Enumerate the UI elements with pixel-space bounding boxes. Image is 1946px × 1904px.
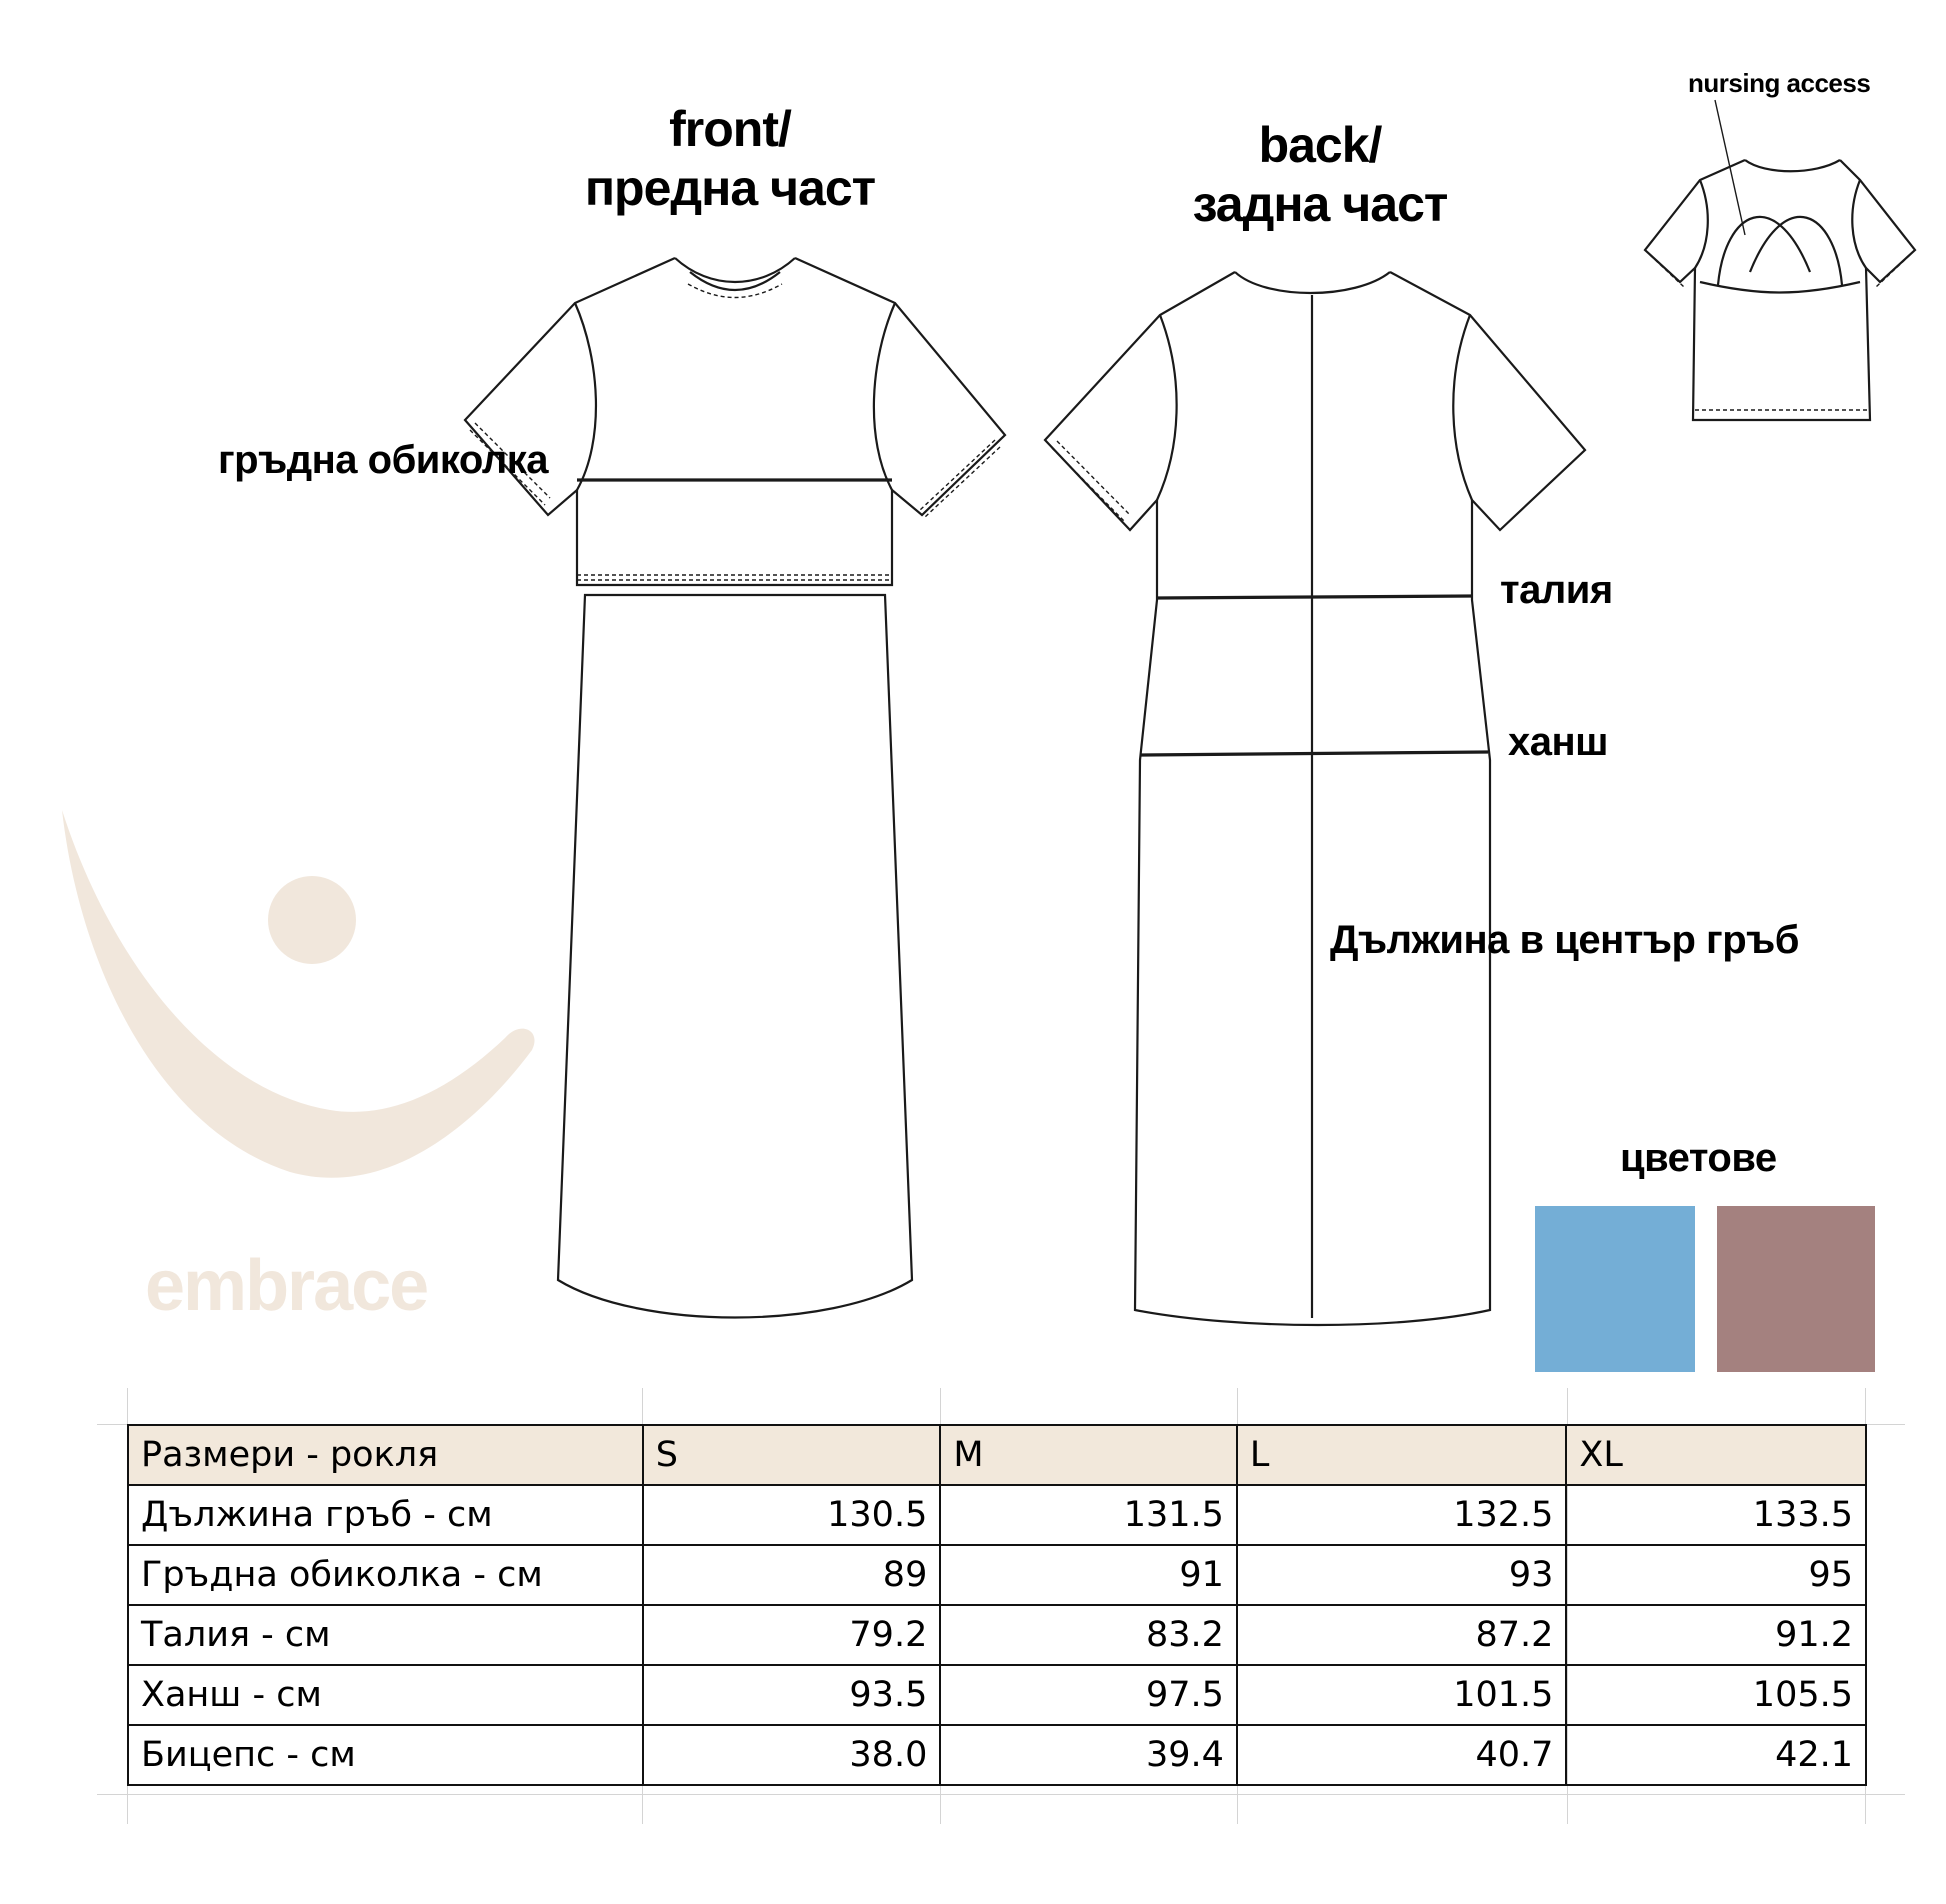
row-label: Дължина гръб - см [128, 1485, 643, 1545]
table-row [128, 1605, 1866, 1665]
table-cell: 91.2 [1566, 1605, 1866, 1665]
front-title-line1: front/ [669, 101, 791, 157]
table-cell: 105.5 [1566, 1665, 1866, 1725]
color-swatch-blue [1535, 1206, 1695, 1372]
table-cell: 91 [940, 1545, 1237, 1605]
waist-label: талия [1500, 568, 1613, 612]
table-cell: 95 [1566, 1545, 1866, 1605]
front-title [560, 100, 900, 218]
table-cell: 93 [1237, 1545, 1566, 1605]
back-title [1150, 116, 1490, 234]
header-cell: Размери - рокля [128, 1425, 643, 1485]
table-row [128, 1725, 1866, 1785]
table-cell: 39.4 [940, 1725, 1237, 1785]
back-dress-sketch [1040, 260, 1600, 1330]
front-title-line2: предна част [584, 160, 876, 216]
logo-text: embrace [145, 1246, 428, 1326]
table-cell: 130.5 [643, 1485, 941, 1545]
header-cell: L [1237, 1425, 1566, 1485]
table-row [128, 1485, 1866, 1545]
table-cell: 42.1 [1566, 1725, 1866, 1785]
color-swatch-mauve [1717, 1206, 1875, 1372]
colors-heading: цветове [1620, 1136, 1777, 1180]
table-cell: 97.5 [940, 1665, 1237, 1725]
table-cell: 101.5 [1237, 1665, 1566, 1725]
table-cell: 133.5 [1566, 1485, 1866, 1545]
table-row [128, 1545, 1866, 1605]
nursing-top-sketch [1640, 95, 1920, 440]
table-row [128, 1665, 1866, 1725]
table-cell: 79.2 [643, 1605, 941, 1665]
row-label: Талия - см [128, 1605, 643, 1665]
size-table [127, 1424, 1867, 1786]
bust-label: гръдна обиколка [218, 438, 548, 482]
table-cell: 83.2 [940, 1605, 1237, 1665]
table-cell: 93.5 [643, 1665, 941, 1725]
grid-line [97, 1794, 1905, 1795]
back-title-line1: back/ [1258, 117, 1382, 173]
row-label: Ханш - см [128, 1665, 643, 1725]
center-back-length-label: Дължина в център гръб [1330, 918, 1799, 962]
header-cell: M [940, 1425, 1237, 1485]
table-cell: 40.7 [1237, 1725, 1566, 1785]
table-cell: 89 [643, 1545, 941, 1605]
size-table-header-row [128, 1425, 1866, 1485]
back-title-line2: задна част [1192, 176, 1448, 232]
table-cell: 87.2 [1237, 1605, 1566, 1665]
header-cell: XL [1566, 1425, 1866, 1485]
table-cell: 131.5 [940, 1485, 1237, 1545]
hip-label: ханш [1508, 720, 1608, 764]
front-dress-sketch [455, 245, 1015, 1335]
table-cell: 132.5 [1237, 1485, 1566, 1545]
nursing-access-label: nursing access [1688, 68, 1871, 98]
row-label: Бицепс - см [128, 1725, 643, 1785]
row-label: Гръдна обиколка - см [128, 1545, 643, 1605]
header-cell: S [643, 1425, 941, 1485]
table-cell: 38.0 [643, 1725, 941, 1785]
